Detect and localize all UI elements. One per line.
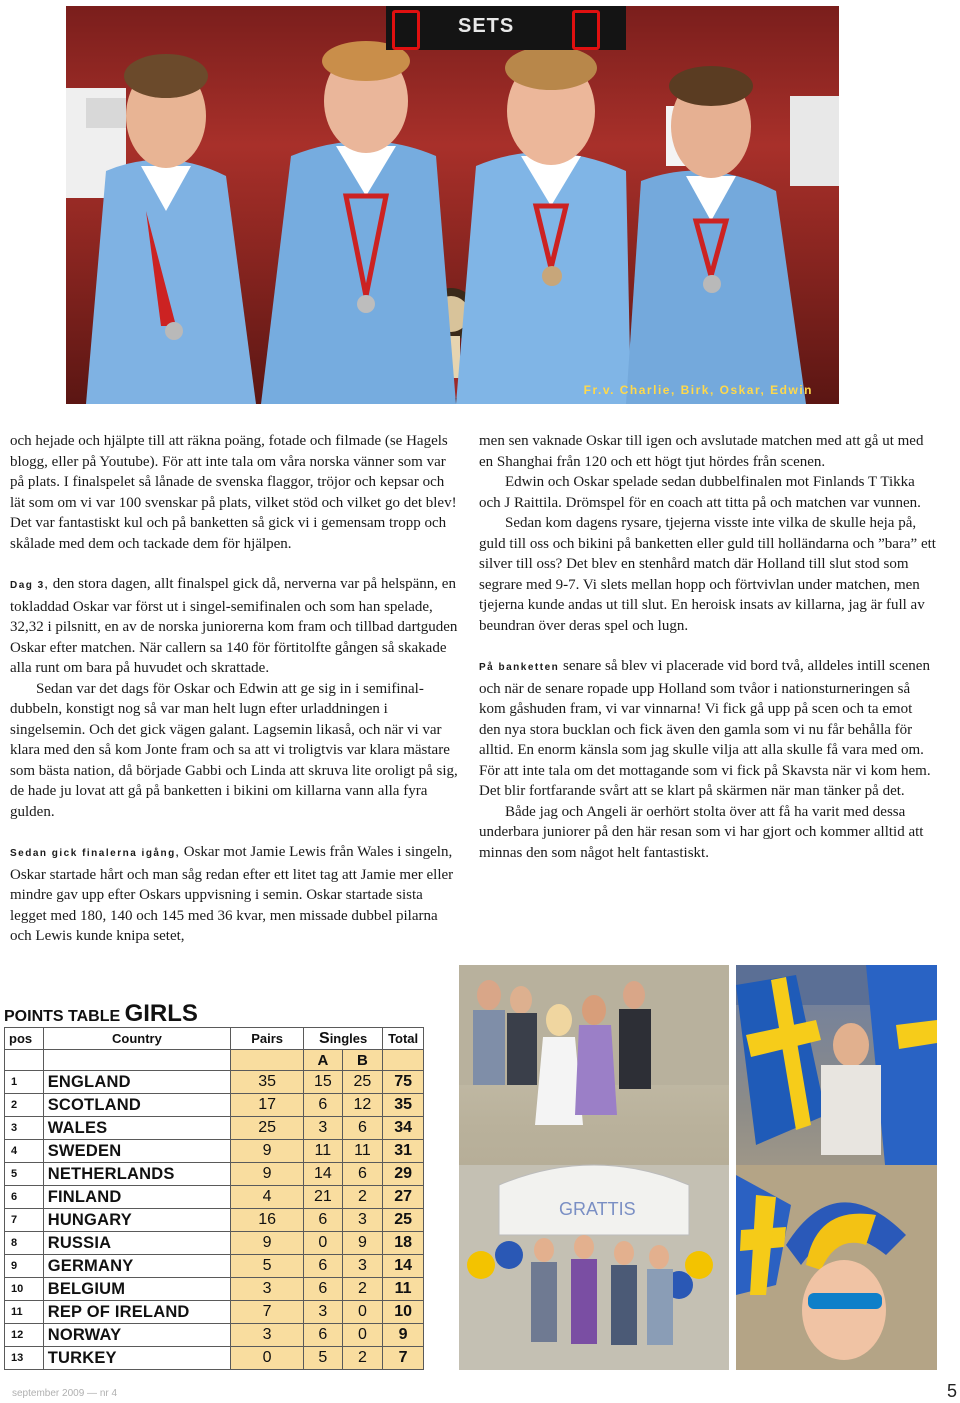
cell-singles-b: 6	[342, 1117, 383, 1140]
cell-pairs: 3	[231, 1278, 304, 1301]
paragraph: Sedan var det dags för Oskar och Edwin att ge sig in i semifinal-dubbeln, konstigt nog så var man helt lugn efter urladdningen i singelsemin. Och det gick vägen galant. Lagsemin likaså, och när vi var klara med den så kom Jonte fram och sa att vi troligtvis var klara mästare som bästa nation, då började Gabbi och Linda att skruva lite oroligt på sig, de hade ju lovat att gå på banketten i bikini om killarna vann alla fyra gulden.	[10, 680, 458, 820]
subheader-empty	[231, 1050, 304, 1071]
paragraph: Sedan kom dagens rysare, tjejerna visste inte vilka de skulle heja på, guld till oss och bikini på banketten eller guld till holländarna och ”bara” ett silver till oss? Det blev en stenhård match där Holland till slut stod som segrare med 9-7. Vi slets mellan hopp och förtvivlan under matchen, men tjejerna kunde andas ut till slut. En heroisk insats av killarna, jag är full av beundran över deras spel och lugn.	[479, 515, 936, 634]
lead-in: Sedan gick finalerna igång,	[10, 848, 180, 859]
cell-total: 9	[383, 1324, 424, 1347]
table-title	[4, 1000, 198, 1028]
subheader-empty	[5, 1050, 44, 1071]
cell-singles-a: 6	[304, 1324, 343, 1347]
cell-singles-b: 0	[342, 1301, 383, 1324]
table-row	[5, 1209, 424, 1232]
cell-pairs: 25	[231, 1117, 304, 1140]
cell-singles-b: 9	[342, 1232, 383, 1255]
cell-singles-b: 2	[342, 1347, 383, 1370]
cell-pos: 9	[5, 1255, 44, 1278]
header-country: Country	[43, 1028, 230, 1050]
header-singles-rest: ingles	[329, 1030, 368, 1046]
paragraph	[10, 842, 458, 947]
cell-singles-a: 15	[304, 1071, 343, 1094]
cell-singles-b: 6	[342, 1163, 383, 1186]
cell-total: 75	[383, 1071, 424, 1094]
cell-total: 7	[383, 1347, 424, 1370]
subheader-b: B	[342, 1050, 383, 1071]
team-photo-illustration	[66, 6, 839, 404]
cell-pos: 11	[5, 1301, 44, 1324]
cell-total: 14	[383, 1255, 424, 1278]
photo-caption: Fr.v. Charlie, Birk, Oskar, Edwin	[583, 383, 813, 397]
header-pos: pos	[5, 1028, 44, 1050]
table-title-main: GIRLS	[124, 1000, 198, 1027]
cell-pos: 10	[5, 1278, 44, 1301]
cell-pairs: 17	[231, 1094, 304, 1117]
cell-pairs: 9	[231, 1163, 304, 1186]
cell-country: RUSSIA	[43, 1232, 230, 1255]
subheader-a: A	[304, 1050, 343, 1071]
cell-pos: 2	[5, 1094, 44, 1117]
cell-pos: 13	[5, 1347, 44, 1370]
cell-country: FINLAND	[43, 1186, 230, 1209]
cell-total: 18	[383, 1232, 424, 1255]
table-title-prefix: POINTS TABLE	[4, 1008, 125, 1025]
paragraph-text: Oskar mot Jamie Lewis från Wales i singeln, Oskar startade hårt och man såg redan efter ett litet tag att Jamie mer eller mindre gav upp efter Oskars uppvisning i semin. Oskar startade sista legget med 180, 140 och 145 med 36 kvar, men missade dubbel pilarna och Lewis kunde knipa setet,	[10, 844, 454, 944]
cell-country: WALES	[43, 1117, 230, 1140]
scoreboard-label: SETS	[458, 15, 515, 37]
paragraph-text: senare så blev vi placerade vid bord två, alldeles intill scenen och när de senare ropade upp Holland som tvåor i nationsturneringen så kom gåshuden fram, vi var vinnarna! Vi fick gå upp på scen och ta emot den nya stora bucklan och fick även den gamla som vi nu får behålla för alltid. En enorm känsla som jag skulle vilja att alla skulle få vara med om. För att inte tala om det mottagande som vi fick på Skavsta när vi kom hem. Det blir fortfarande svårt att se klart på skärmen när man tänker på det.	[479, 658, 931, 799]
cell-country: BELGIUM	[43, 1278, 230, 1301]
score-right	[572, 10, 600, 50]
cell-country: SCOTLAND	[43, 1094, 230, 1117]
cell-singles-a: 6	[304, 1094, 343, 1117]
cell-singles-a: 11	[304, 1140, 343, 1163]
cell-pairs: 0	[231, 1347, 304, 1370]
table-row	[5, 1232, 424, 1255]
cell-singles-b: 3	[342, 1255, 383, 1278]
table-row	[5, 1140, 424, 1163]
banner-text: GRATTIS	[559, 1199, 636, 1219]
table-subheader-row	[5, 1050, 424, 1071]
paragraph	[479, 656, 937, 802]
cell-country: TURKEY	[43, 1347, 230, 1370]
cell-singles-b: 3	[342, 1209, 383, 1232]
lead-in: På banketten	[479, 662, 560, 673]
cell-singles-a: 3	[304, 1117, 343, 1140]
table-row	[5, 1301, 424, 1324]
cell-pos: 3	[5, 1117, 44, 1140]
issue-footer: september 2009 — nr 4	[12, 1388, 118, 1399]
paragraph-text: den stora dagen, allt finalspel gick då, nerverna var på helspänn, en tokladdad Oskar var först ut i singel-semifinalen och som han spelade, 32,32 i pilsnitt, en av de norska juniorerna kom fram och tillbad dartguden Oskar efter matchen. När callern sa 140 för förtitolfte gången så skakade alla runt om bara på huvudet och skrattade.	[10, 576, 458, 676]
subheader-empty	[43, 1050, 230, 1071]
subheader-empty	[383, 1050, 424, 1071]
cell-pos: 12	[5, 1324, 44, 1347]
cell-pairs: 9	[231, 1140, 304, 1163]
right-column	[479, 431, 937, 863]
cell-pos: 4	[5, 1140, 44, 1163]
left-column	[10, 431, 458, 947]
table-row	[5, 1071, 424, 1094]
cell-total: 34	[383, 1117, 424, 1140]
cell-singles-b: 25	[342, 1071, 383, 1094]
cell-total: 35	[383, 1094, 424, 1117]
cell-singles-a: 6	[304, 1255, 343, 1278]
supporters-photo-illustration	[736, 965, 937, 1370]
header-singles-initial: S	[319, 1029, 330, 1047]
cell-singles-a: 6	[304, 1278, 343, 1301]
cell-pairs: 35	[231, 1071, 304, 1094]
cell-country: HUNGARY	[43, 1209, 230, 1232]
table-row	[5, 1255, 424, 1278]
cell-singles-a: 3	[304, 1301, 343, 1324]
table-row	[5, 1163, 424, 1186]
cell-total: 29	[383, 1163, 424, 1186]
cell-pairs: 9	[231, 1232, 304, 1255]
cell-pairs: 3	[231, 1324, 304, 1347]
score-left	[392, 10, 420, 50]
team-photo	[66, 6, 839, 404]
cell-country: ENGLAND	[43, 1071, 230, 1094]
cell-total: 25	[383, 1209, 424, 1232]
cell-singles-b: 2	[342, 1186, 383, 1209]
cell-singles-b: 0	[342, 1324, 383, 1347]
cell-pos: 7	[5, 1209, 44, 1232]
table-row	[5, 1117, 424, 1140]
cell-country: NORWAY	[43, 1324, 230, 1347]
cell-pairs: 4	[231, 1186, 304, 1209]
cell-pairs: 7	[231, 1301, 304, 1324]
paragraph: Både jag och Angeli är oerhört stolta över att få ha varit med dessa underbara juniorer på den här resan som vi har gjort och kommer alltid att minnas den som något helt fantastiskt.	[479, 803, 924, 861]
cell-pos: 6	[5, 1186, 44, 1209]
cell-pairs: 16	[231, 1209, 304, 1232]
cell-singles-a: 6	[304, 1209, 343, 1232]
cell-singles-a: 5	[304, 1347, 343, 1370]
cell-singles-b: 12	[342, 1094, 383, 1117]
paragraph: och hejade och hjälpte till att räkna poäng, fotade och filmade (se Hagels blogg, eller på Youtube). För att inte tala om våra norska vänner som var på plats. I finalspelet så lånade de svenska flaggor, tröjor och kepsar och lät som om vi var 100 svenskar på plats, vilket stöd och vilket go det blev! Det var fantastiskt kul och på banketten så gick vi i gemensam tropp och skålade med dem och tackade dem för hjälpen.	[10, 433, 457, 552]
cell-singles-a: 0	[304, 1232, 343, 1255]
cell-total: 10	[383, 1301, 424, 1324]
cell-country: REP OF IRELAND	[43, 1301, 230, 1324]
table-row	[5, 1094, 424, 1117]
cell-country: GERMANY	[43, 1255, 230, 1278]
header-pairs: Pairs	[231, 1028, 304, 1050]
cell-singles-a: 14	[304, 1163, 343, 1186]
table-row	[5, 1347, 424, 1370]
cell-total: 31	[383, 1140, 424, 1163]
page-number: 5	[947, 1381, 958, 1401]
points-table	[4, 1027, 424, 1370]
paragraph: Edwin och Oskar spelade sedan dubbelfinalen mot Finlands T Tikka och J Raittila. Drömspel för en coach att titta på och matchen var vunnen.	[479, 474, 921, 511]
cell-total: 11	[383, 1278, 424, 1301]
paragraph: men sen vaknade Oskar till igen och avslutade matchen med att gå ut med en Shanghai från 120 och ett högt tjut hördes från scenen.	[479, 433, 924, 470]
cell-singles-a: 21	[304, 1186, 343, 1209]
cell-singles-b: 11	[342, 1140, 383, 1163]
header-total: Total	[383, 1028, 424, 1050]
cell-pos: 8	[5, 1232, 44, 1255]
table-row	[5, 1324, 424, 1347]
cell-pairs: 5	[231, 1255, 304, 1278]
cell-pos: 1	[5, 1071, 44, 1094]
header-singles	[304, 1028, 383, 1050]
table-row	[5, 1278, 424, 1301]
supporters-photo	[736, 965, 937, 1370]
paragraph	[10, 574, 458, 679]
banquet-photo-illustration	[459, 965, 729, 1370]
table-header-row	[5, 1028, 424, 1050]
cell-singles-b: 2	[342, 1278, 383, 1301]
table-row	[5, 1186, 424, 1209]
cell-country: SWEDEN	[43, 1140, 230, 1163]
cell-country: NETHERLANDS	[43, 1163, 230, 1186]
lead-in: Dag 3,	[10, 580, 50, 591]
cell-pos: 5	[5, 1163, 44, 1186]
banquet-photo	[459, 965, 729, 1370]
cell-total: 27	[383, 1186, 424, 1209]
